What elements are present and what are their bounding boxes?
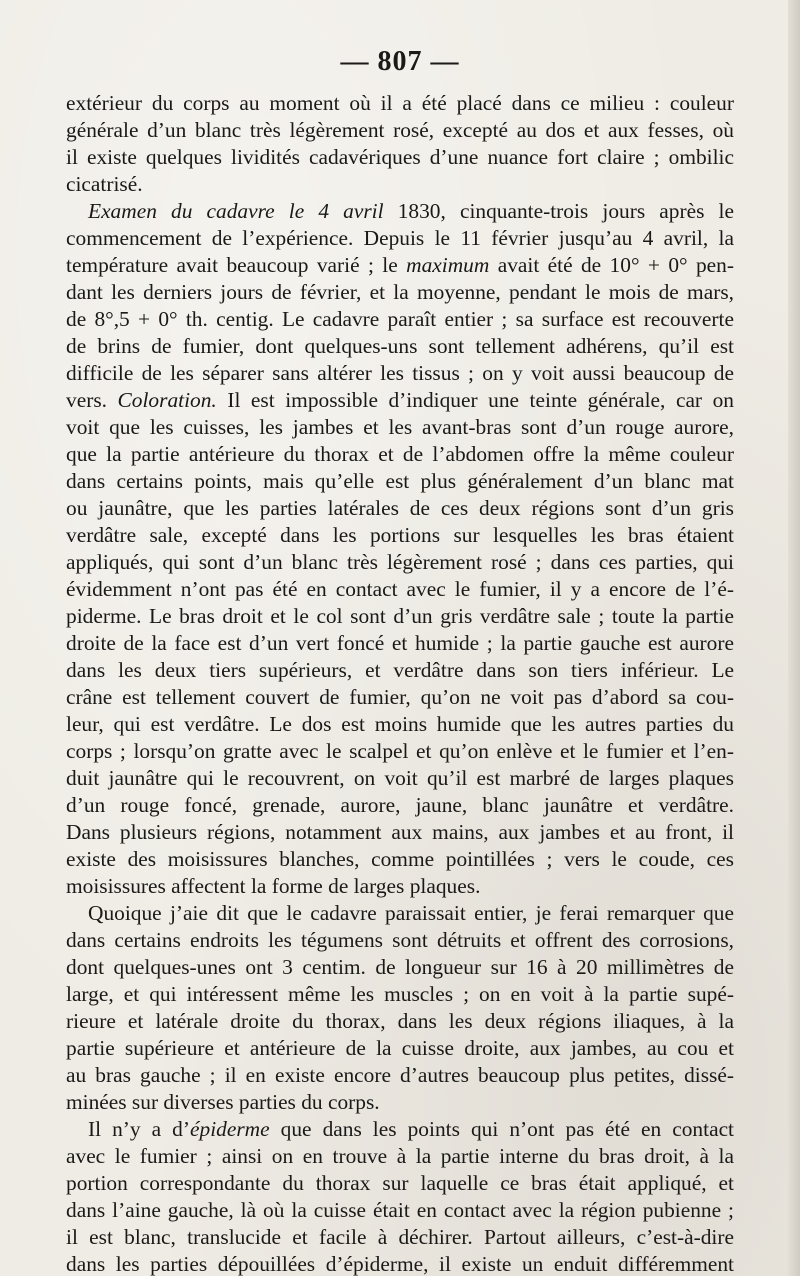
text-line: crâne est tellement couvert de fumier, qu’on ne voit pas d’abord sa cou-: [66, 685, 734, 709]
text-line: ou jaunâtre, que les parties latérales de ces deux régions sont d’un gris: [66, 496, 734, 520]
body-text: [66, 90, 734, 1276]
text-line: de 8°,5 + 0° th. centig. Le cadavre paraît entier ; sa surface est recouverte: [66, 307, 734, 331]
text-line: Examen du cadavre le 4 avril 1830, cinquante-trois jours après le: [88, 199, 734, 223]
text-line: rieure et latérale droite du thorax, dans les deux régions iliaques, à la: [66, 1009, 734, 1033]
text-line: moisissures affectent la forme de larges plaques.: [66, 874, 481, 898]
text-line: cicatrisé.: [66, 172, 143, 196]
text-line: leur, qui est verdâtre. Le dos est moins humide que les autres parties du: [66, 712, 734, 736]
text-line: d’un rouge foncé, grenade, aurore, jaune, blanc jaunâtre et verdâtre.: [66, 793, 734, 817]
paragraph: [66, 1116, 734, 1276]
text-line: verdâtre sale, excepté dans les portions sur lesquelles les bras étaient: [66, 523, 734, 547]
paragraph: [66, 900, 734, 1116]
page-edge-shadow: [788, 0, 800, 1276]
text-line: portion correspondante du thorax sur laquelle ce bras était appliqué, et: [66, 1171, 734, 1195]
text-line: température avait beaucoup varié ; le maximum avait été de 10° + 0° pen-: [66, 253, 734, 277]
text-line: il existe quelques lividités cadavériques d’une nuance fort claire ; ombilic: [66, 145, 734, 169]
text-line: dans certains points, mais qu’elle est plus généralement d’un blanc mat: [66, 469, 734, 493]
text-line: dans les parties dépouillées d’épiderme, il existe un enduit différemment: [66, 1252, 734, 1276]
text-line: au bras gauche ; il en existe encore d’autres beaucoup plus petites, dissé-: [66, 1063, 734, 1087]
text-line: existe des moisissures blanches, comme pointillées ; vers le coude, ces: [66, 847, 734, 871]
text-line: piderme. Le bras droit et le col sont d’un gris verdâtre sale ; toute la partie: [66, 604, 734, 628]
text-line: que la partie antérieure du thorax et de l’abdomen offre la même couleur: [66, 442, 734, 466]
text-line: minées sur diverses parties du corps.: [66, 1090, 380, 1114]
text-line: droite de la face est d’un vert foncé et humide ; la partie gauche est aurore: [66, 631, 734, 655]
text-line: appliqués, qui sont d’un blanc très légèrement rosé ; dans ces parties, qui: [66, 550, 734, 574]
text-line: avec le fumier ; ainsi on en trouve à la partie interne du bras droit, à la: [66, 1144, 734, 1168]
text-line: évidemment n’ont pas été en contact avec le fumier, il y a encore de l’é-: [66, 577, 734, 601]
text-line: il est blanc, translucide et facile à déchirer. Partout ailleurs, c’est-à-dire: [66, 1225, 734, 1249]
text-line: de brins de fumier, dont quelques-uns sont tellement adhérens, qu’il est: [66, 334, 734, 358]
paragraph: [66, 198, 734, 900]
page-number: — 807 —: [340, 46, 460, 77]
text-line: partie supérieure et antérieure de la cuisse droite, aux jambes, au cou et: [66, 1036, 734, 1060]
paragraph: [66, 90, 734, 198]
text-line: Il n’y a d’épiderme que dans les points qui n’ont pas été en contact: [88, 1117, 735, 1141]
text-line: dans les deux tiers supérieurs, et verdâtre dans son tiers inférieur. Le: [66, 658, 734, 682]
text-line: corps ; lorsqu’on gratte avec le scalpel et qu’on enlève et le fumier et l’en-: [66, 739, 734, 763]
text-line: duit jaunâtre qui le recouvrent, on voit qu’il est marbré de larges plaques: [66, 766, 734, 790]
text-line: Quoique j’aie dit que le cadavre paraissait entier, je ferai remarquer que: [88, 901, 734, 925]
text-line: commencement de l’expérience. Depuis le 11 février jusqu’au 4 avril, la: [66, 226, 734, 250]
text-line: dans certains endroits les tégumens sont détruits et offrent des corrosions,: [66, 928, 734, 952]
text-line: dont quelques-unes ont 3 centim. de longueur sur 16 à 20 millimètres de: [66, 955, 734, 979]
text-line: large, et qui intéressent même les muscles ; on en voit à la partie supé-: [66, 982, 734, 1006]
text-line: dans l’aine gauche, là où la cuisse était en contact avec la région pubienne ;: [66, 1198, 734, 1222]
text-line: Dans plusieurs régions, notamment aux mains, aux jambes et au front, il: [66, 820, 734, 844]
text-line: extérieur du corps au moment où il a été placé dans ce milieu : couleur: [66, 91, 734, 115]
text-line: dant les derniers jours de février, et la moyenne, pendant le mois de mars,: [66, 280, 734, 304]
text-line: voit que les cuisses, les jambes et les avant-bras sont d’un rouge aurore,: [66, 415, 734, 439]
text-line: vers. Coloration. Il est impossible d’indiquer une teinte générale, car on: [66, 388, 734, 412]
text-line: générale d’un blanc très légèrement rosé, excepté au dos et aux fesses, où: [66, 118, 734, 142]
text-line: difficile de les séparer sans altérer les tissus ; on y voit aussi beaucoup de: [66, 361, 734, 385]
